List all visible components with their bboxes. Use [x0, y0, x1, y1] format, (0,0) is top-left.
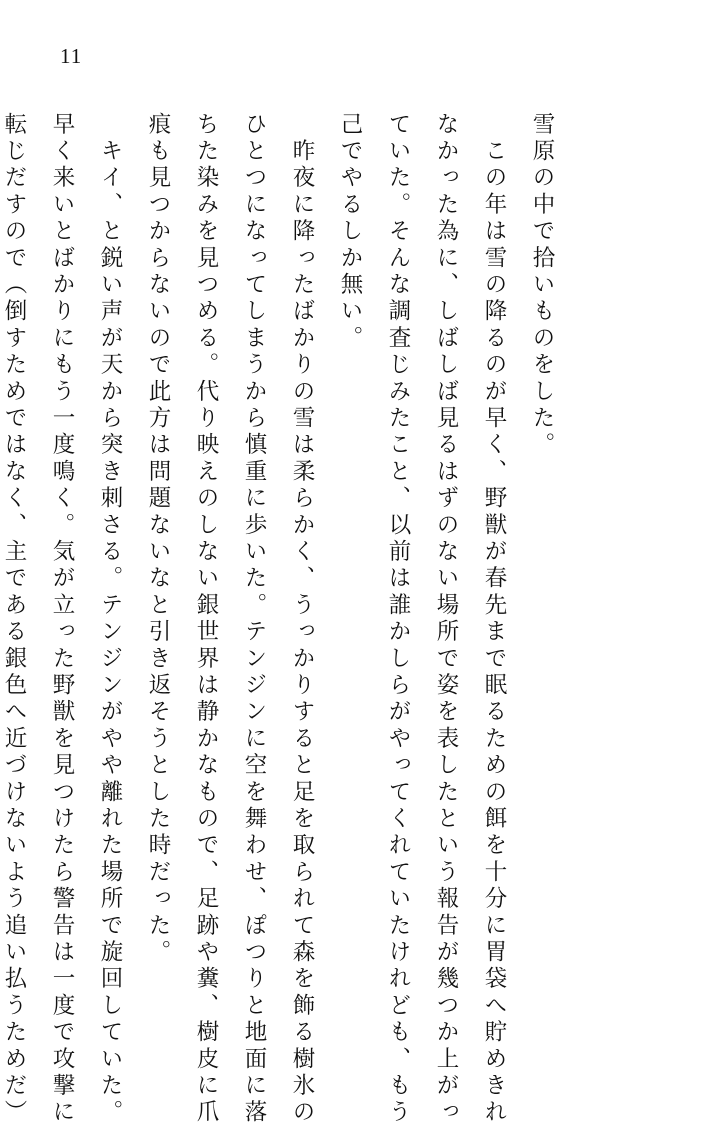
text-line: 雪原の中で拾いものをした。 — [529, 112, 555, 460]
text-line: なかった為に、しばしば見るはずのない場所で姿を表したという報告が幾つか上がっ — [433, 112, 459, 1127]
text-line: この年は雪の降るのが早く、野獣が春先まで眠るための餌を十分に胃袋へ貯めきれ — [481, 112, 507, 1127]
vertical-text-body — [0, 112, 566, 1127]
text-line: ひとつになってしまうから慎重に歩いた。テンジンに空を舞わせ、ぽつりと地面に落 — [241, 112, 267, 1127]
text-line: 早く来いとばかりにもう一度鳴く。気が立った野獣を見つけたら警告は一度で攻撃に — [49, 112, 75, 1127]
text-line: 己でやるしか無い。 — [337, 112, 363, 353]
text-line: ていた。そんな調査じみたこと、以前は誰かしらがやってくれていたけれども、もう — [385, 112, 411, 1127]
text-line: ちた染みを見つめる。代り映えのしない銀世界は静かなもので、足跡や糞、樹皮に爪 — [193, 112, 219, 1127]
text-line: 痕も見つからないので此方は問題ないなと引き返そうとした時だった。 — [145, 112, 171, 967]
text-line: 転じだすので（倒すためではなく、主である銀色へ近づけないよう追い払うためだ） — [1, 112, 27, 1127]
page-number: 11 — [60, 44, 83, 68]
text-line: 昨夜に降ったばかりの雪は柔らかく、うっかりすると足を取られて森を飾る樹氷の — [289, 112, 315, 1127]
text-line: キイ、と鋭い声が天から突き刺さる。テンジンがやや離れた場所で旋回していた。 — [97, 112, 123, 1127]
